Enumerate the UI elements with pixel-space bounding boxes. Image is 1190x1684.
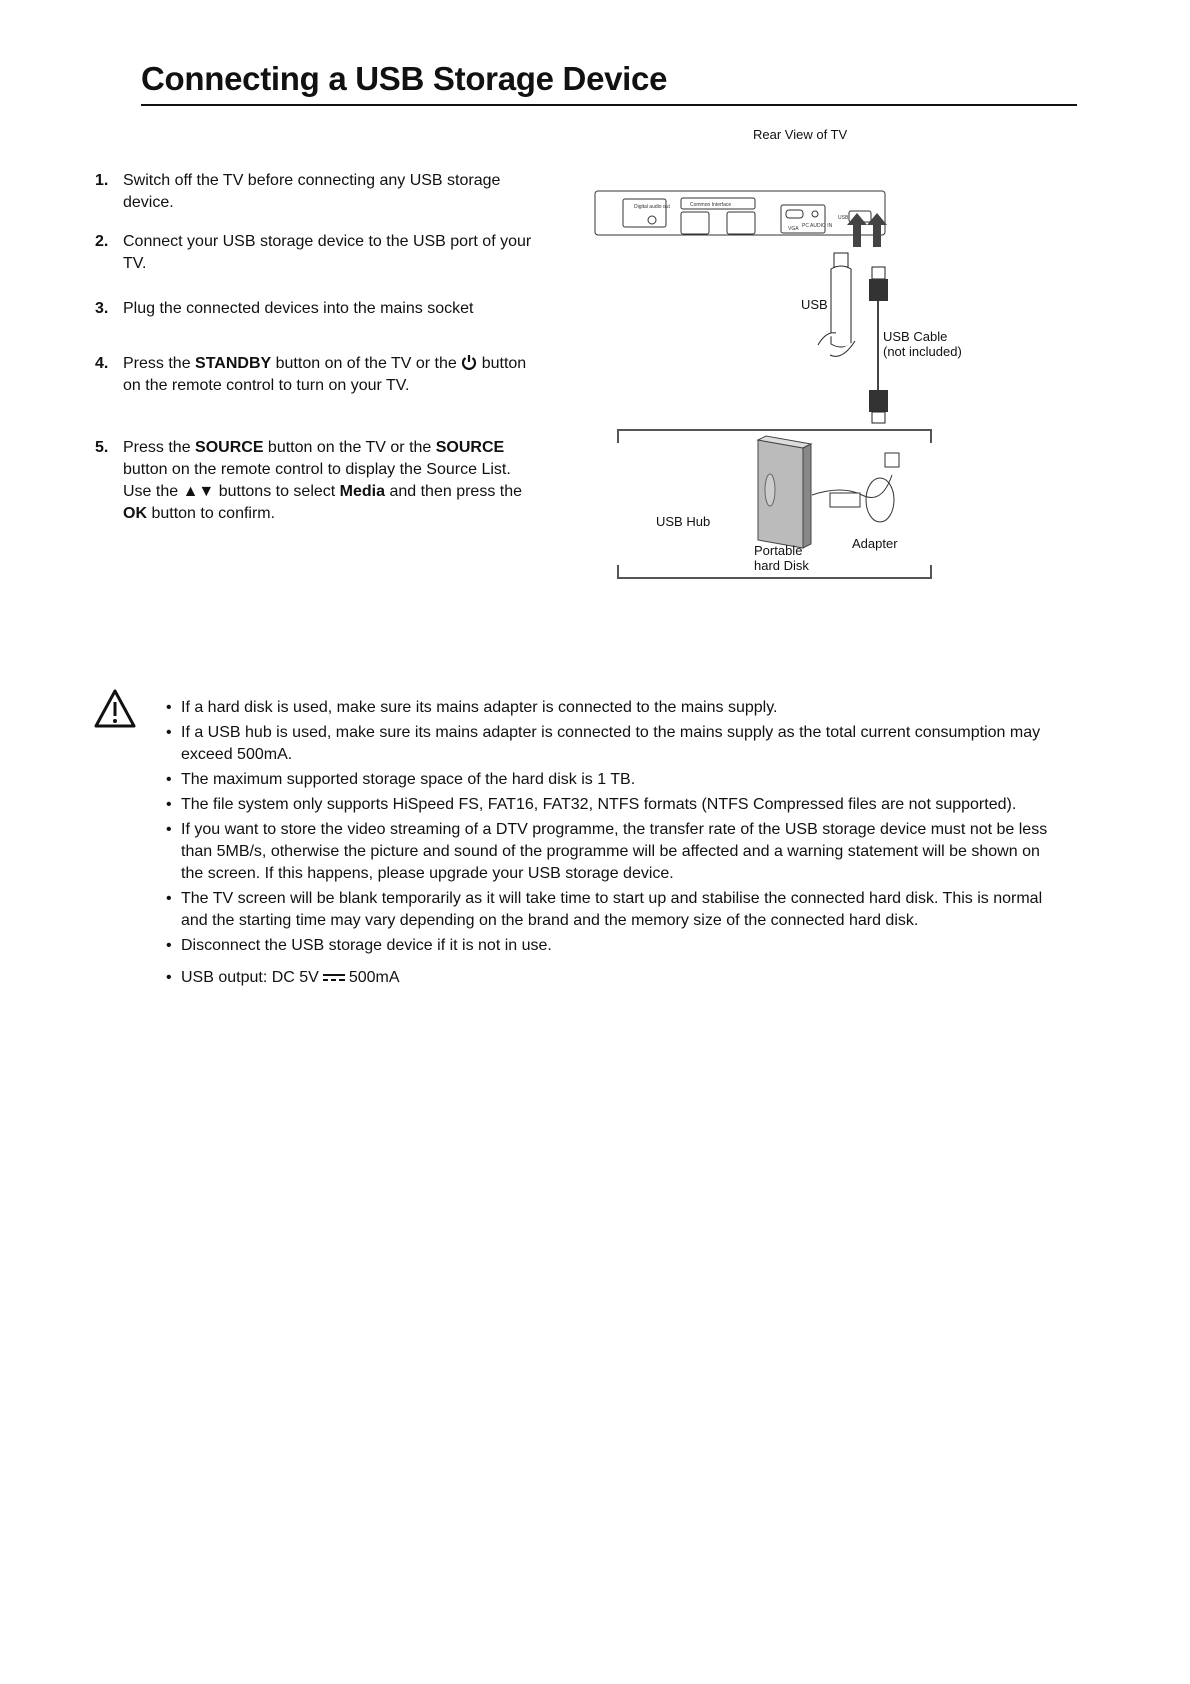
usb-label: USB: [801, 297, 828, 312]
step-number: 4.: [95, 355, 109, 372]
step-text: Switch off the TV before connecting any USB storage device.: [123, 172, 501, 211]
step-text: Press the STANDBY button on of the TV or the button on the remote control to turn on your TV.: [123, 355, 527, 394]
step-4: [95, 353, 535, 397]
note-item: • If a USB hub is used, make sure its mains adapter is connected to the mains supply as the total current consumption may exceed 500mA.: [166, 724, 1041, 763]
tv-rear-panel: [595, 191, 885, 235]
rear-view-label: Rear View of TV: [753, 127, 848, 142]
usb-port-label: USB: [838, 215, 849, 221]
step-text: Plug the connected devices into the mains socket: [123, 300, 474, 317]
step-5: [95, 437, 535, 525]
step-text: Connect your USB storage device to the USB port of your TV.: [123, 233, 532, 272]
usb-output-note: • USB output: DC 5V 500mA: [166, 969, 400, 986]
step-text: Press the SOURCE button on the TV or the SOURCE button on the remote control to display the Source List. Use the ▲▼ buttons to select Media and then press the OK button to confirm.: [123, 439, 522, 522]
note-item: • The maximum supported storage space of the hard disk is 1 TB.: [166, 771, 636, 788]
step-number: 3.: [95, 300, 109, 317]
pc-audio-label: PC AUDIO IN: [802, 223, 833, 229]
step-number: 1.: [95, 172, 109, 189]
note-item: • If a hard disk is used, make sure its mains adapter is connected to the mains supply.: [166, 699, 778, 716]
adapter-label: Adapter: [852, 536, 898, 551]
step-3: [95, 298, 535, 320]
usb-hub-label: USB Hub: [656, 514, 711, 529]
hard-disk-label: Portable hard Disk: [754, 543, 809, 573]
step-number: 2.: [95, 233, 109, 250]
step-1: [95, 170, 535, 214]
hard-disk-icon: [758, 436, 811, 548]
step-2: [95, 231, 535, 275]
warning-icon: [93, 688, 137, 730]
power-icon: [461, 354, 477, 370]
note-item: • The TV screen will be blank temporarily as it will take time to start up and stabilise the connected hard disk. This is normal and the starting time may vary depending on the brand and the memory size of the connected hard disk.: [166, 890, 1043, 929]
digital-audio-port-label: Digital audio out: [634, 204, 670, 210]
arrow-keys-icon: ▲▼: [182, 483, 215, 500]
adapter-icon: [812, 453, 899, 522]
note-item: • Disconnect the USB storage device if it is not in use.: [166, 937, 552, 954]
dc-symbol-icon: [323, 974, 345, 982]
note-item: • If you want to store the video streaming of a DTV programme, the transfer rate of the USB storage device must not be less than 5MB/s, otherwise the picture and sound of the programme will be affected and a warning statement will be shown on the screen. If this happens, please upgrade your USB storage device.: [166, 821, 1048, 882]
step-number: 5.: [95, 439, 109, 456]
note-item: • The file system only supports HiSpeed FS, FAT16, FAT32, NTFS formats (NTFS Compressed files are not supported).: [166, 796, 1017, 813]
usb-cable-label: USB Cable (not included): [883, 329, 962, 359]
vga-label: VGA: [788, 226, 799, 232]
notes-list: [166, 697, 1066, 992]
connection-diagram: [590, 185, 1010, 590]
arrow-icons: [847, 213, 887, 247]
ci-label: Common Interface: [690, 202, 732, 208]
title-rule: [141, 104, 1077, 106]
page-title: Connecting a USB Storage Device: [141, 60, 668, 97]
